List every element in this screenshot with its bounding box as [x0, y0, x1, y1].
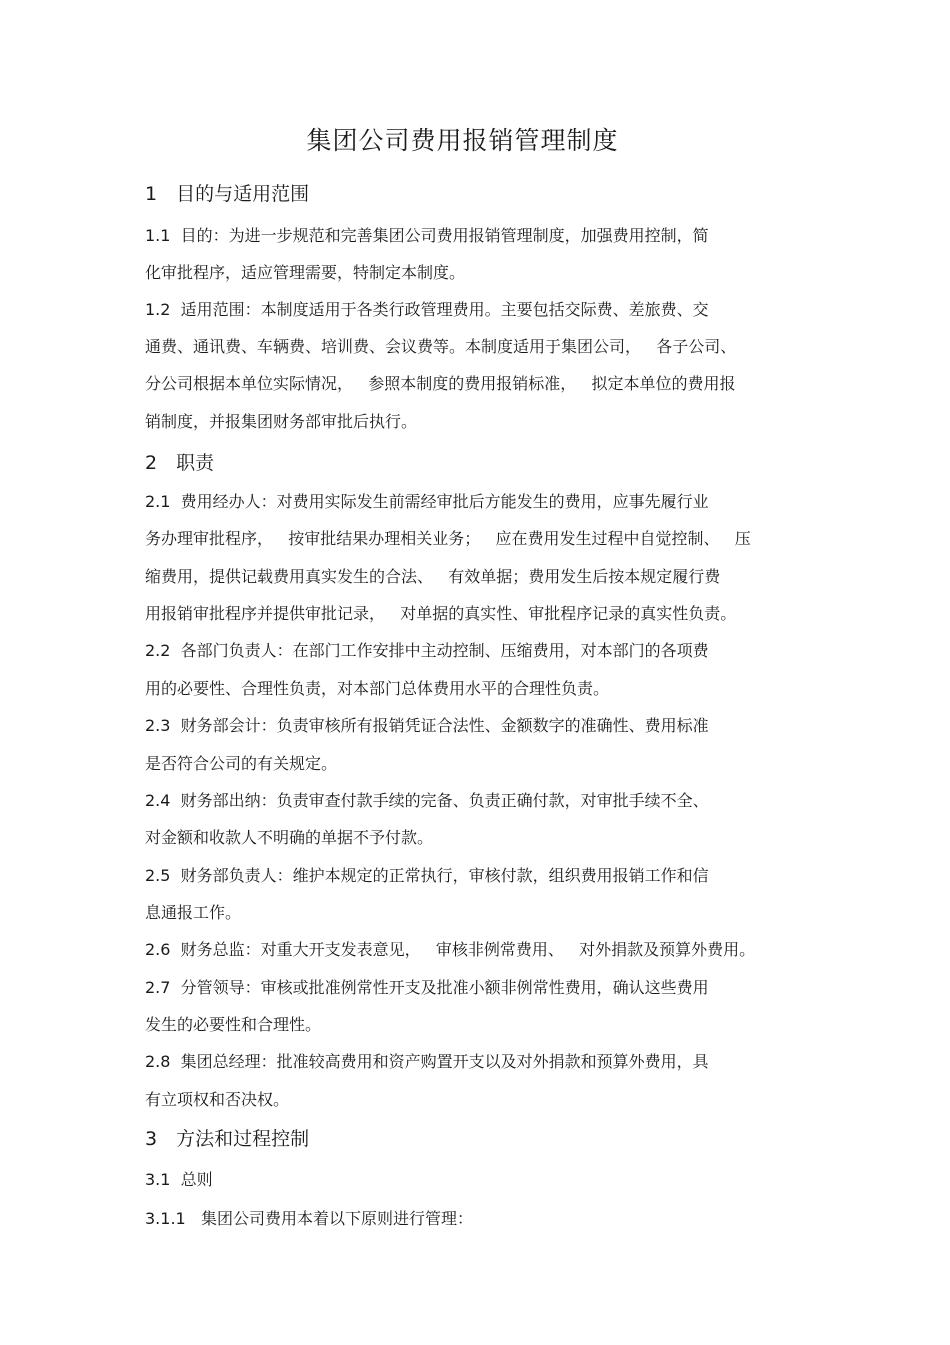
paragraph-line: 通费、通讯费、车辆费、培训费、会议费等。本制度适用于集团公司， 各子公司、 — [145, 337, 737, 356]
paragraph-line: 2.6 财务总监：对重大开支发表意见， 审核非例常费用、 对外捐款及预算外费用。 — [145, 940, 756, 959]
paragraph-line: 发生的必要性和合理性。 — [145, 1015, 322, 1034]
paragraph-line: 1.1 目的：为进一步规范和完善集团公司费用报销管理制度，加强费用控制，简 — [145, 226, 709, 245]
paragraph-line: 化审批程序，适应管理需要，特制定本制度。 — [145, 263, 466, 282]
paragraph-line: 务办理审批程序， 按审批结果办理相关业务； 应在费用发生过程中自觉控制、 压 — [145, 529, 751, 548]
paragraph-line: 2.4 财务部出纳：负责审查付款手续的完备、负责正确付款，对审批手续不全、 — [145, 791, 709, 810]
paragraph-line: 2.7 分管领导：审核或批准例常性开支及批准小额非例常性费用，确认这些费用 — [145, 978, 709, 997]
section-3-heading: 3 方法和过程控制 — [145, 1128, 310, 1150]
paragraph-line: 1.2 适用范围：本制度适用于各类行政管理费用。主要包括交际费、差旅费、交 — [145, 300, 709, 319]
section-1-heading: 1 目的与适用范围 — [145, 183, 310, 205]
paragraph-line: 3.1.1 集团公司费用本着以下原则进行管理： — [145, 1209, 473, 1228]
paragraph-line: 2.3 财务部会计：负责审核所有报销凭证合法性、金额数字的准确性、费用标准 — [145, 716, 709, 735]
paragraph-line: 息通报工作。 — [145, 903, 242, 922]
section-2-heading: 2 职责 — [145, 452, 215, 474]
paragraph-line: 用报销审批程序并提供审批记录， 对单据的真实性、审批程序记录的真实性负责。 — [145, 604, 737, 623]
paragraph-line: 2.5 财务部负责人：维护本规定的正常执行，审核付款，组织费用报销工作和信 — [145, 866, 709, 885]
paragraph-line: 2.1 费用经办人：对费用实际发生前需经审批后方能发生的费用，应事先履行业 — [145, 492, 709, 511]
paragraph-line: 2.8 集团总经理：批准较高费用和资产购置开支以及对外捐款和预算外费用，具 — [145, 1052, 709, 1071]
paragraph-line: 用的必要性、合理性负责，对本部门总体费用水平的合理性负责。 — [145, 679, 610, 698]
paragraph-line: 销制度，并报集团财务部审批后执行。 — [145, 412, 418, 431]
document-title: 集团公司费用报销管理制度 — [306, 126, 619, 155]
paragraph-line: 分公司根据本单位实际情况， 参照本制度的费用报销标准， 拟定本单位的费用报 — [145, 374, 736, 393]
paragraph-line: 缩费用，提供记载费用真实发生的合法、 有效单据；费用发生后按本规定履行费 — [145, 567, 721, 586]
paragraph-line: 是否符合公司的有关规定。 — [145, 754, 338, 773]
paragraph-line: 有立项权和否决权。 — [145, 1090, 290, 1109]
paragraph-line: 2.2 各部门负责人：在部门工作安排中主动控制、压缩费用，对本部门的各项费 — [145, 641, 709, 660]
subsection-heading: 3.1 总则 — [145, 1170, 213, 1189]
paragraph-line: 对金额和收款人不明确的单据不予付款。 — [145, 828, 434, 847]
